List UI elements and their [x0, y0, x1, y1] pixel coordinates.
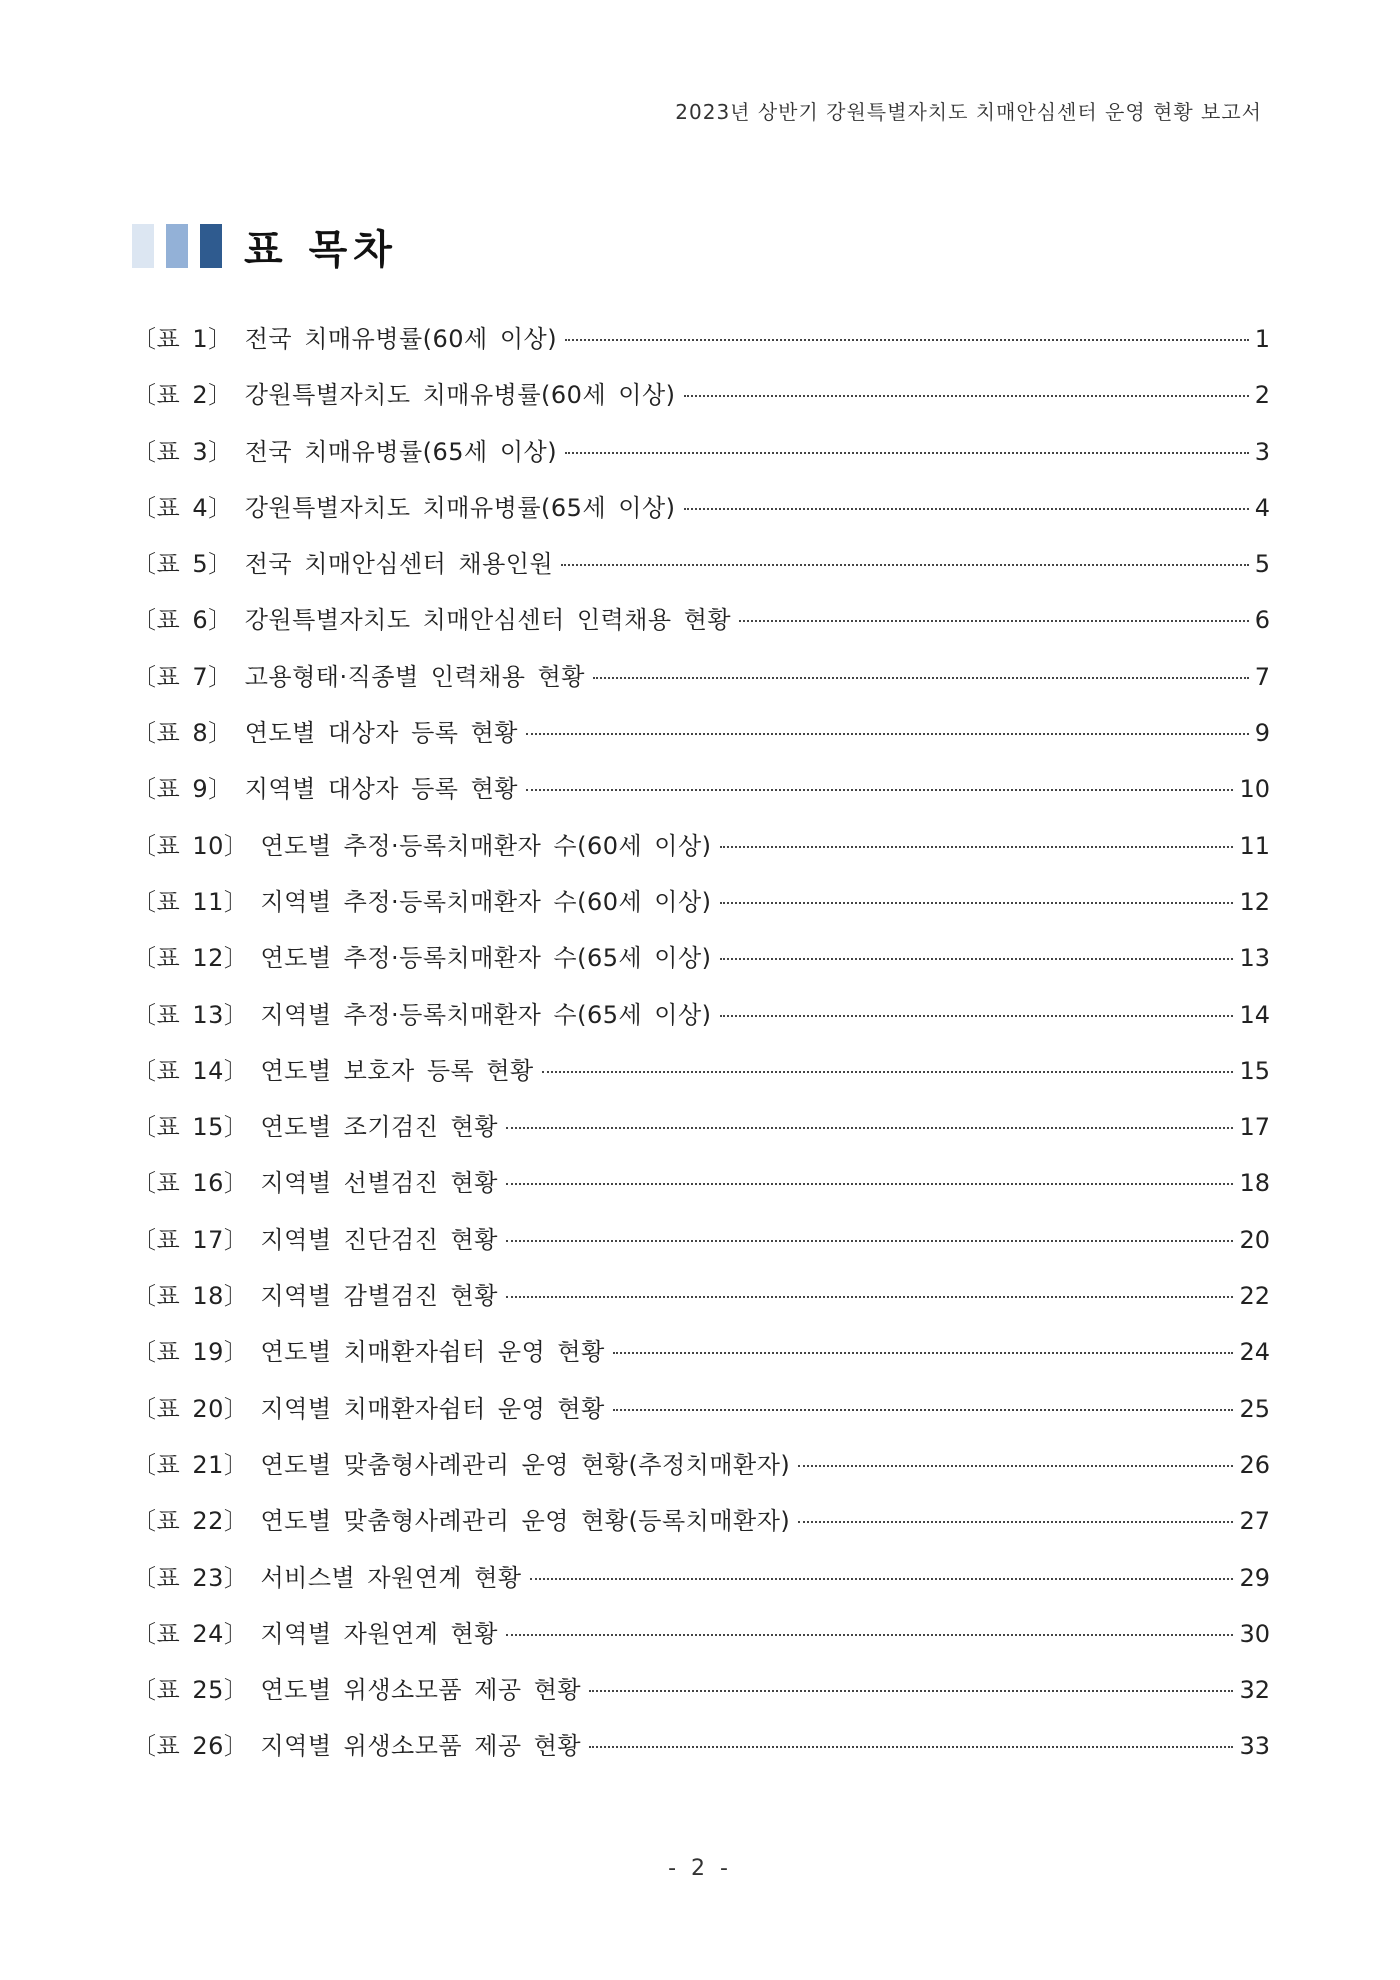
toc-entry[interactable] — [132, 1614, 1270, 1670]
toc-leader-dots — [506, 1634, 1234, 1636]
toc-entry-page: 22 — [1239, 1282, 1270, 1311]
toc-entry-label: 〔표 21〕 연도별 맞춤형사례관리 운영 현황(추정치매환자) — [132, 1450, 791, 1479]
toc-entry-page: 29 — [1239, 1563, 1270, 1592]
toc-entry-page: 2 — [1254, 381, 1270, 410]
toc-entry[interactable] — [132, 375, 1270, 431]
toc-entry-page: 27 — [1239, 1507, 1270, 1536]
toc-entry-page: 10 — [1239, 775, 1270, 804]
toc-entry[interactable] — [132, 1670, 1270, 1726]
toc-entry-label: 〔표 23〕 서비스별 자원연계 현황 — [132, 1563, 522, 1592]
toc-leader-dots — [589, 1690, 1233, 1692]
toc-entry-page: 14 — [1239, 1000, 1270, 1029]
toc-entry-page: 20 — [1239, 1225, 1270, 1254]
toc-leader-dots — [613, 1352, 1234, 1354]
toc-leader-dots — [720, 846, 1234, 848]
toc-entry-label: 〔표 22〕 연도별 맞춤형사례관리 운영 현황(등록치매환자) — [132, 1507, 791, 1536]
toc-entry-label: 〔표 12〕 연도별 추정·등록치매환자 수(65세 이상) — [132, 944, 712, 973]
toc-entry-page: 13 — [1239, 944, 1270, 973]
toc-entry-label: 〔표 3〕 전국 치매유병률(65세 이상) — [132, 437, 558, 466]
toc-entry-page: 6 — [1254, 606, 1270, 635]
page-title: 표 목차 — [244, 226, 398, 273]
toc-entry-label: 〔표 2〕 강원특별자치도 치매유병률(60세 이상) — [132, 381, 676, 410]
toc-entry-page: 33 — [1239, 1732, 1270, 1761]
toc-leader-dots — [613, 1409, 1234, 1411]
toc-leader-dots — [593, 677, 1249, 679]
toc-leader-dots — [684, 395, 1249, 397]
heading-bar-dark — [200, 224, 222, 268]
toc-entry[interactable] — [132, 1389, 1270, 1445]
toc-entry[interactable] — [132, 826, 1270, 882]
toc-entry-label: 〔표 9〕 지역별 대상자 등록 현황 — [132, 775, 518, 804]
toc-leader-dots — [720, 1015, 1234, 1017]
toc-entry[interactable] — [132, 319, 1270, 375]
toc-entry-page: 5 — [1254, 550, 1270, 579]
toc-leader-dots — [798, 1521, 1233, 1523]
toc-entry-label: 〔표 7〕 고용형태·직종별 인력채용 현황 — [132, 662, 585, 691]
toc-entry-page: 4 — [1254, 493, 1270, 522]
section-heading — [132, 222, 398, 273]
toc-entry-page: 12 — [1239, 887, 1270, 916]
toc-entry-label: 〔표 11〕 지역별 추정·등록치매환자 수(60세 이상) — [132, 887, 712, 916]
toc-entry-page: 11 — [1239, 831, 1270, 860]
toc-entry-page: 1 — [1254, 325, 1270, 353]
toc-entry[interactable] — [132, 769, 1270, 825]
toc-entry[interactable] — [132, 544, 1270, 600]
toc-entry[interactable] — [132, 1107, 1270, 1163]
toc-entry[interactable] — [132, 432, 1270, 488]
toc-entry-label: 〔표 5〕 전국 치매안심센터 채용인원 — [132, 550, 554, 579]
toc-leader-dots — [506, 1183, 1234, 1185]
toc-entry-page: 26 — [1239, 1450, 1270, 1479]
toc-entry-label: 〔표 15〕 연도별 조기검진 현황 — [132, 1113, 498, 1142]
toc-entry-label: 〔표 1〕 전국 치매유병률(60세 이상) — [132, 325, 558, 353]
toc-entry[interactable] — [132, 657, 1270, 713]
toc-entry-page: 18 — [1239, 1169, 1270, 1198]
toc-entry-page: 17 — [1239, 1113, 1270, 1142]
toc-entry-page: 25 — [1239, 1394, 1270, 1423]
toc-entry-label: 〔표 10〕 연도별 추정·등록치매환자 수(60세 이상) — [132, 831, 712, 860]
toc-entry[interactable] — [132, 488, 1270, 544]
table-of-contents — [132, 319, 1270, 1783]
toc-entry-page: 3 — [1254, 437, 1270, 466]
toc-entry-label: 〔표 16〕 지역별 선별검진 현황 — [132, 1169, 498, 1198]
toc-leader-dots — [720, 902, 1234, 904]
toc-entry[interactable] — [132, 1051, 1270, 1107]
toc-entry[interactable] — [132, 882, 1270, 938]
toc-entry-label: 〔표 8〕 연도별 대상자 등록 현황 — [132, 719, 518, 748]
toc-entry-label: 〔표 19〕 연도별 치매환자쉼터 운영 현황 — [132, 1338, 605, 1367]
toc-entry[interactable] — [132, 1445, 1270, 1501]
toc-entry-label: 〔표 14〕 연도별 보호자 등록 현황 — [132, 1056, 534, 1085]
toc-entry[interactable] — [132, 600, 1270, 656]
toc-entry-page: 32 — [1239, 1676, 1270, 1705]
toc-leader-dots — [720, 958, 1234, 960]
toc-entry-label: 〔표 26〕 지역별 위생소모품 제공 현황 — [132, 1732, 582, 1761]
toc-leader-dots — [565, 339, 1249, 341]
toc-entry-label: 〔표 13〕 지역별 추정·등록치매환자 수(65세 이상) — [132, 1000, 712, 1029]
toc-leader-dots — [798, 1465, 1233, 1467]
toc-leader-dots — [589, 1746, 1233, 1748]
toc-leader-dots — [542, 1071, 1234, 1073]
toc-leader-dots — [506, 1296, 1234, 1298]
toc-entry[interactable] — [132, 713, 1270, 769]
toc-entry-label: 〔표 24〕 지역별 자원연계 현황 — [132, 1619, 498, 1648]
toc-entry-page: 7 — [1254, 662, 1270, 691]
toc-leader-dots — [506, 1127, 1234, 1129]
toc-entry-label: 〔표 4〕 강원특별자치도 치매유병률(65세 이상) — [132, 493, 676, 522]
toc-entry[interactable] — [132, 1332, 1270, 1388]
toc-leader-dots — [684, 508, 1249, 510]
toc-entry-page: 24 — [1239, 1338, 1270, 1367]
heading-bar-medium — [166, 224, 188, 268]
toc-entry[interactable] — [132, 1558, 1270, 1614]
toc-entry[interactable] — [132, 1163, 1270, 1219]
toc-entry-label: 〔표 6〕 강원특별자치도 치매안심센터 인력채용 현황 — [132, 606, 732, 635]
toc-entry[interactable] — [132, 1220, 1270, 1276]
toc-entry-page: 9 — [1254, 719, 1270, 748]
toc-entry-label: 〔표 17〕 지역별 진단검진 현황 — [132, 1225, 498, 1254]
toc-entry[interactable] — [132, 938, 1270, 994]
toc-entry-page: 30 — [1239, 1619, 1270, 1648]
toc-entry-label: 〔표 25〕 연도별 위생소모품 제공 현황 — [132, 1676, 582, 1705]
toc-leader-dots — [526, 733, 1249, 735]
page-number: - 2 - — [668, 1856, 732, 1881]
toc-entry[interactable] — [132, 1726, 1270, 1782]
toc-entry[interactable] — [132, 1276, 1270, 1332]
toc-leader-dots — [526, 789, 1234, 791]
running-header: 2023년 상반기 강원특별자치도 치매안심센터 운영 현황 보고서 — [675, 100, 1262, 124]
toc-entry[interactable] — [132, 995, 1270, 1051]
heading-bar-light — [132, 224, 154, 268]
toc-leader-dots — [506, 1240, 1234, 1242]
toc-entry-page: 15 — [1239, 1056, 1270, 1085]
toc-leader-dots — [565, 452, 1249, 454]
toc-leader-dots — [530, 1578, 1234, 1580]
toc-entry[interactable] — [132, 1501, 1270, 1557]
toc-leader-dots — [739, 620, 1249, 622]
toc-entry-label: 〔표 20〕 지역별 치매환자쉼터 운영 현황 — [132, 1394, 605, 1423]
toc-entry-label: 〔표 18〕 지역별 감별검진 현황 — [132, 1282, 498, 1311]
toc-leader-dots — [561, 564, 1249, 566]
